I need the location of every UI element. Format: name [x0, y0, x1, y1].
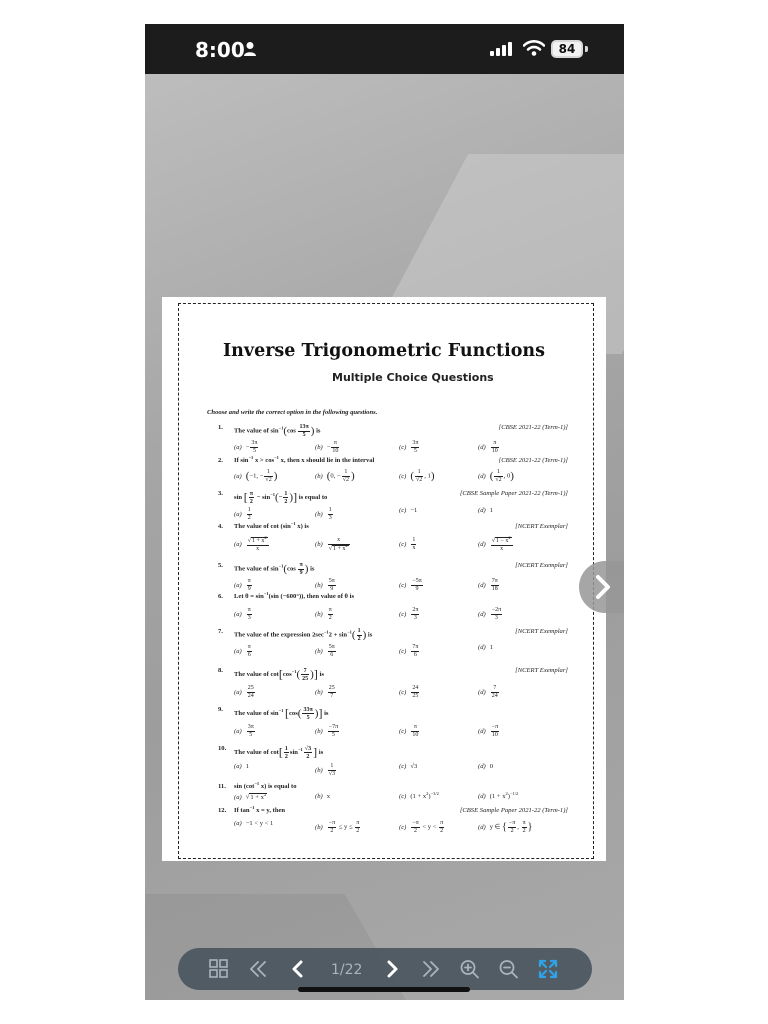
question-2-options: (a) (−1, − $\frac{1}{√2}$ ) (b) (0, − $\frac{1}{√2}$ ) (c) ( $\frac{1}{√2}$ , 1) (d) ( $\frac{1}{√2}$ , 0) [234, 469, 514, 483]
first-page-icon[interactable] [247, 959, 269, 979]
document-page[interactable] [162, 297, 606, 861]
person-icon [243, 41, 257, 57]
page-indicator: 1/22 [331, 962, 363, 978]
question-12-options: (a) −1 < y < 1 (b) $\frac{-\pi}{2}$ ≤ y ≤ $\frac{\pi}{2}$ (c) $\frac{-\pi}{2}$ < y < $\frac{\pi}{2}$ (d) y ∈ { $\frac{-\pi}{2}$ , $\frac{\pi}{2}$ } [234, 820, 533, 834]
question-6-options: (a) $\frac{\pi}{3}$ (b) $\frac{\pi}{2}$ (c) $\frac{2\pi}{3}$ (d) $\frac{-2\pi}{3}$ [234, 607, 502, 621]
question-10: 10. The value of cot[ $\frac{1}{2}$ $\sin^{-1}$ $\frac{√3}{2}$ ] is [218, 745, 324, 760]
question-6: 6. Let $\theta = \sin^{-1}(\sin$ (−600°)), then value of θ is [218, 590, 355, 600]
instruction-text: Choose and write the correct option in the following questions. [207, 409, 378, 416]
question-3: 3. sin [ $\frac{\pi}{2}$ − $\sin^{-1}(-$ $\frac{1}{2}$ )] is equal to [CBSE Sample Paper 2021-22 (Term-1)] [218, 490, 568, 505]
question-5: 5. The value of $\sin^{-1}(\cos$ $\frac{\pi}{9}$ ) is [NCERT Exemplar] [218, 562, 568, 576]
question-1: 1. The value of $\sin^{-1}(\cos$ $\frac{13\pi}{5}$ ) is [CBSE 2021-22 (Term-1)] [218, 424, 568, 438]
home-indicator [298, 987, 470, 992]
thumbnails-grid-icon[interactable] [208, 959, 230, 979]
document-subtitle: Multiple Choice Questions [332, 371, 494, 384]
zoom-out-icon[interactable] [498, 959, 520, 979]
question-9-options: (a) $\frac{3\pi}{5}$ (b) $\frac{-7\pi}{5}$ (c) $\frac{\pi}{10}$ (d) $\frac{-\pi}{10}$ [234, 724, 499, 738]
wifi-icon [523, 40, 545, 56]
question-1-options: (a) − $\frac{3\pi}{5}$ (b) − $\frac{\pi}{10}$ (c) $\frac{3\pi}{5}$ (d) $\frac{\pi}{10}$ [234, 440, 498, 454]
last-page-icon[interactable] [420, 959, 442, 979]
battery-level: 84 [558, 42, 576, 56]
next-page-icon[interactable] [381, 959, 403, 979]
fullscreen-icon[interactable] [537, 959, 559, 979]
question-11: 11. $\sin (\cot^{-1}$ x) is equal to [218, 780, 297, 790]
status-time: 8:00 [195, 38, 245, 62]
pdf-toolbar [178, 948, 592, 990]
status-bar [145, 24, 624, 74]
previous-page-icon[interactable] [287, 959, 309, 979]
battery-tip [585, 46, 588, 52]
question-9: 9. The value of $\sin^{-1} [\cos$( $\frac{33\pi}{5}$ )] is [218, 706, 329, 721]
question-8: 8. The value of $\cot[\cos^{-1}$( $\frac{7}{25}$ )] is [NCERT Exemplar] [218, 667, 568, 682]
question-7-options: (a) $\frac{\pi}{6}$ (b) $\frac{5\pi}{6}$ (c) $\frac{7\pi}{6}$ (d) 1 [234, 644, 493, 658]
phone-screen [145, 24, 624, 1000]
zoom-in-icon[interactable] [459, 959, 481, 979]
question-4: 4. The value of $\cot (\sin^{-1}$ x) is [NCERT Exemplar] [218, 520, 568, 530]
question-10-options: (a) 1 (b) $\frac{1}{√3}$ (c) √3 (d) 0 [234, 763, 493, 777]
next-page-button[interactable] [579, 561, 624, 613]
battery-icon [551, 40, 583, 58]
question-3-options: (a) $\frac{1}{2}$ (b) $\frac{1}{3}$ (c) −1 (d) 1 [234, 507, 493, 521]
question-8-options: (a) $\frac{25}{24}$ (b) $\frac{25}{7}$ (c) $\frac{24}{25}$ (d) $\frac{7}{24}$ [234, 685, 498, 699]
cellular-signal-icon [490, 42, 514, 56]
question-11-options: (a) $√1 + x^2$ (b) x (c) $(1 + x^2)^{-3/2}$ (d) $(1 + x^2)^{-1/2}$ [234, 790, 519, 801]
document-title: Inverse Trigonometric Functions [223, 341, 545, 361]
question-7: 7. The value of the expression $2\sec^{-1}2 + \sin^{-1}$( $\frac{1}{2}$ ) is [NCERT Exemplar] [218, 628, 568, 642]
document-viewer-background [145, 74, 624, 1000]
question-5-options: (a) $\frac{\pi}{9}$ (b) $\frac{5\pi}{9}$ (c) $\frac{-5\pi}{9}$ (d) $\frac{7\pi}{18}$ [234, 578, 498, 592]
question-12: 12. If $\tan^{-1} x = y$, then [CBSE Sample Paper 2021-22 (Term-1)] [218, 804, 568, 814]
question-2: 2. If $\sin^{-1} x > \cos^{-1} x$, then x should lie in the interval [CBSE 2021-22 (Term-1)] [218, 454, 568, 464]
question-4-options: (a) $\frac{√1 + x^2}{x}$ (b) $\frac{x}{√1 + x^2}$ (c) $\frac{1}{x}$ (d) $\frac{√1 - x^2}{x}$ [234, 535, 511, 552]
chevron-right-icon [593, 574, 613, 600]
